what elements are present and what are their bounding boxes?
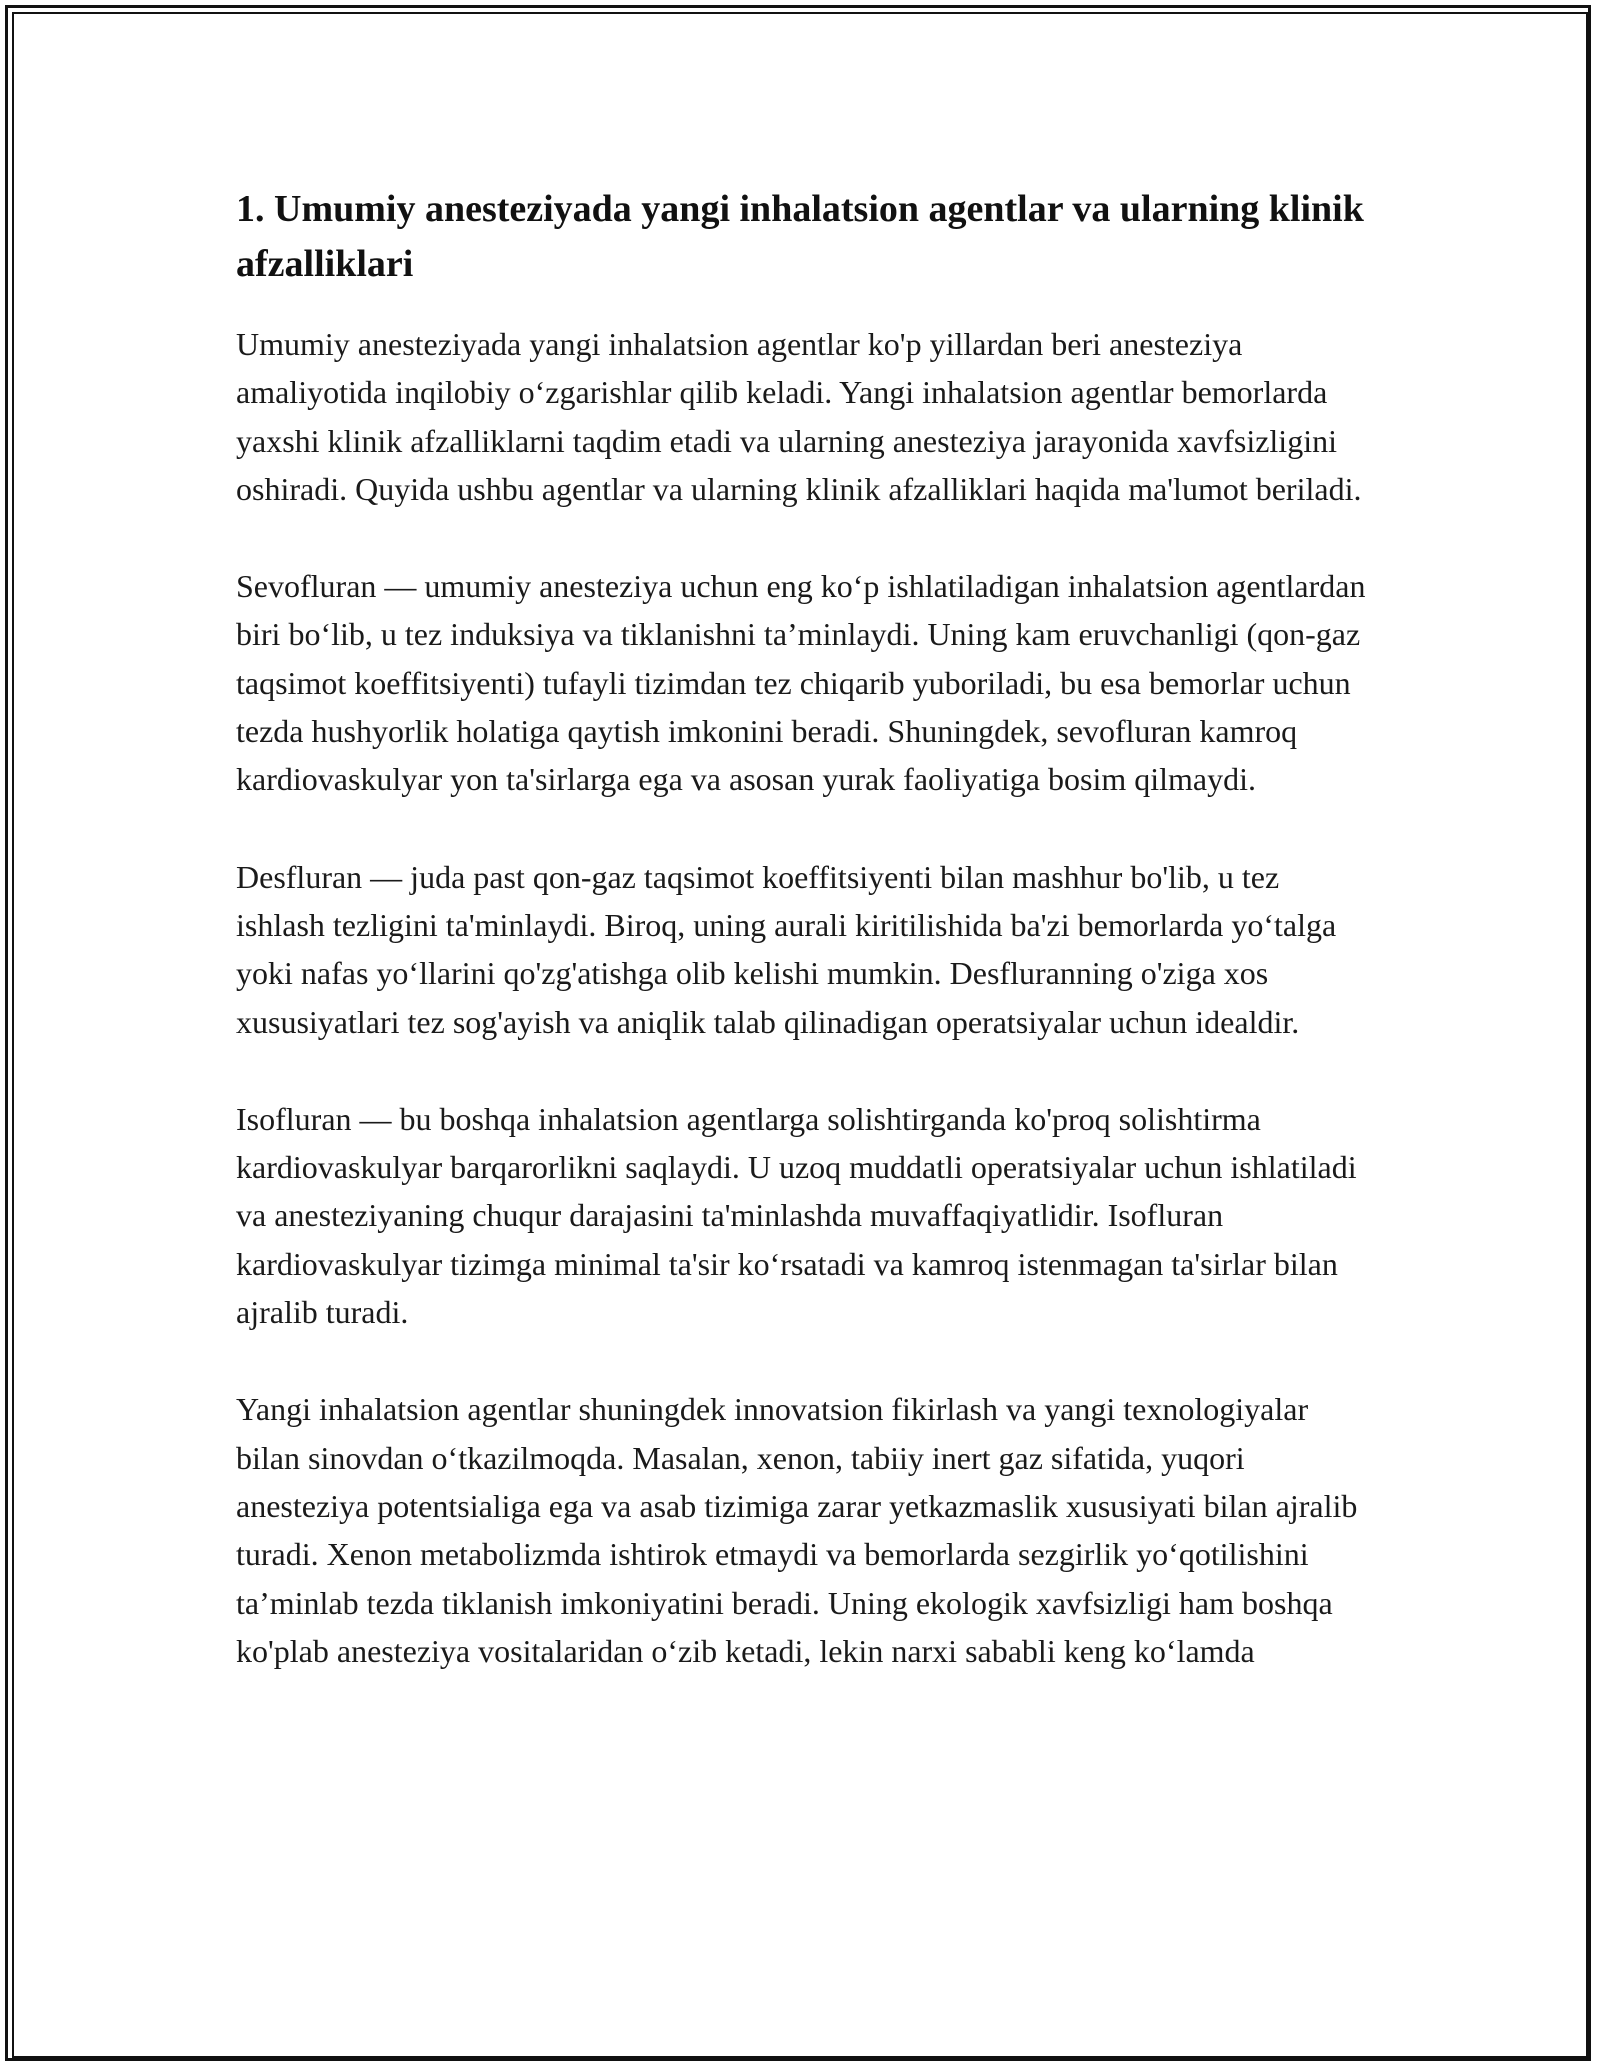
paragraph-intro: Umumiy anesteziyada yangi inhalatsion agentlar ko'p yillardan beri anesteziya amaliyotida inqilobiy o‘zgarishlar qilib keladi. Yangi inhalatsion agentlar bemorlarda yaxshi klinik afzalliklarni taqdim etadi va ularning anesteziya jarayonida xavfsizligini oshiradi. Quyida ushbu agentlar va ularning klinik afzalliklari haqida ma'lumot beriladi.: [236, 326, 1362, 507]
document-body: [236, 182, 1366, 1675]
section-title: 1. Umumiy anesteziyada yangi inhalatsion agentlar va ularning klinik afzalliklari: [236, 188, 1364, 285]
paragraph-desfluran: Desfluran — juda past qon-gaz taqsimot koeffitsiyenti bilan mashhur bo'lib, u tez ishlash tezligini ta'minlaydi. Biroq, uning aurali kiritilishida ba'zi bemorlarda yo‘talga yoki nafas yo‘llarini qo'zg'atishga olib kelishi mumkin. Desfluranning o'ziga xos xususiyatlari tez sog'ayish va aniqlik talab qilinadigan operatsiyalar uchun idealdir.: [236, 858, 1337, 1040]
paragraph-isofluran: Isofluran — bu boshqa inhalatsion agentlarga solishtirganda ko'proq solishtirma kardiovaskulyar barqarorlikni saqlaydi. U uzoq muddatli operatsiyalar uchun ishlatiladi va anesteziyaning chuqur darajasini ta'minlashda muvaffaqiyatlidir. Isofluran kardiovaskulyar tizimga minimal ta'sir ko‘rsatadi va kamroq istenmagan ta'sirlar bilan ajralib turadi.: [236, 1100, 1357, 1331]
paragraph-xenon: Yangi inhalatsion agentlar shuningdek innovatsion fikirlash va yangi texnologiyalar bilan sinovdan o‘tkazilmoqda. Masalan, xenon, tabiiy inert gaz sifatida, yuqori anesteziya potentsialiga ega va asab tizimiga zarar yetkazmaslik xususiyati bilan ajralib turadi. Xenon metabolizmda ishtirok etmaydi va bemorlarda sezgirlik yo‘qotilishini ta’minlab tezda tiklanish imkoniyatini beradi. Uning ekologik xavfsizligi ham boshqa ko'plab anesteziya vositalaridan o‘zib ketadi, lekin narxi sababli keng ko‘lamda: [236, 1391, 1358, 1669]
paragraph-sevofluran: Sevofluran — umumiy anesteziya uchun eng ko‘p ishlatiladigan inhalatsion agentlardan biri bo‘lib, u tez induksiya va tiklanishni ta’minlaydi. Uning kam eruvchanligi (qon-gaz taqsimot koeffitsiyenti) tufayli tizimdan tez chiqarib yuboriladi, bu esa bemorlar uchun tezda hushyorlik holatiga qaytish imkonini beradi. Shuningdek, sevofluran kamroq kardiovaskulyar yon ta'sirlarga ega va asosan yurak faoliyatiga bosim qilmaydi.: [236, 568, 1366, 798]
